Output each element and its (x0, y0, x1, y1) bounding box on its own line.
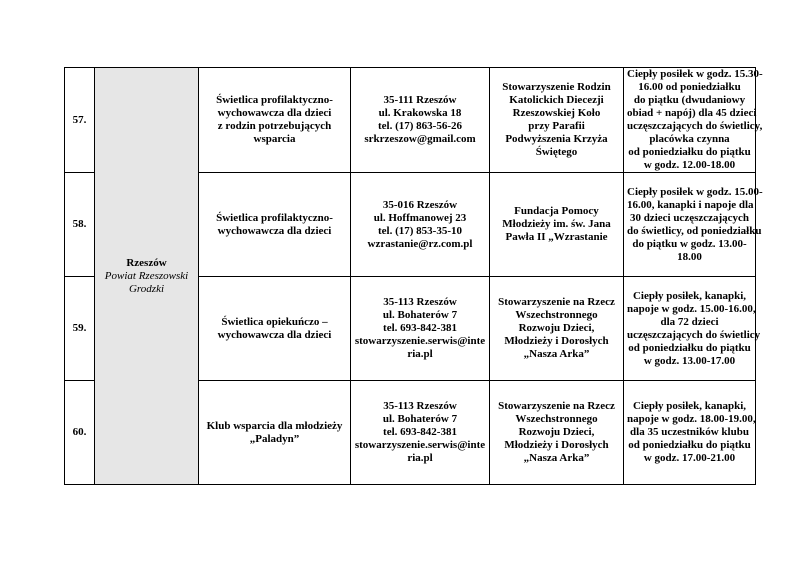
row-number (65, 173, 95, 277)
cell-line: uczęszczających do świetlicy, (627, 120, 763, 132)
cell-line: wzrastanie@rz.com.pl (367, 237, 473, 250)
cell-line: obiad + napój) dla 45 dzieci (627, 107, 757, 119)
cell-line: ria.pl (407, 348, 433, 360)
cell-line: 35-111 Rzeszów (383, 94, 457, 106)
cell-line: 16.00, kanapki i napoje dla (627, 198, 754, 211)
cell-line: napoje w godz. 15.00-16.00, (627, 302, 756, 315)
services-cell (624, 68, 763, 173)
cell-line: 35-016 Rzeszów (382, 198, 458, 211)
facility-name-cell (199, 381, 351, 485)
cell-line: wychowawcza dla dzieci (217, 107, 332, 119)
cell-line: od poniedziałku do piątku (628, 341, 751, 354)
cell-line: Młodzieży im. św. Jana (502, 218, 611, 230)
cell-line: Klub wsparcia dla młodzieży (206, 419, 343, 432)
cell-line: Podwyższenia Krzyża (505, 133, 608, 145)
cell-line: dla 35 uczestników klubu (630, 426, 749, 438)
cell-line: tel. (17) 863-56-26 (377, 120, 462, 132)
cell-line: stowarzyszenie.serwis@inte (354, 335, 486, 347)
cell-line: Młodzieży i Dorosłych (504, 439, 609, 451)
cell-line: 18.00 (677, 250, 702, 263)
cell-line: Katolickich Diecezji (509, 94, 604, 106)
cell-line: Rozwoju Dzieci, (518, 426, 595, 438)
cell-line: w godz. 17.00-21.00 (643, 452, 736, 464)
cell-line: 30 dzieci uczęszczających (629, 211, 750, 224)
cell-line: 35-113 Rzeszów (383, 296, 457, 308)
cell-line: Stowarzyszenie na Rzecz (498, 400, 615, 412)
services-cell (624, 173, 763, 277)
institutions-table (64, 67, 763, 485)
organization-cell (490, 381, 624, 485)
cell-line: 16.00 od poniedziałku (638, 81, 741, 93)
cell-line: „Nasza Arka” (523, 348, 590, 360)
address-cell (351, 381, 490, 485)
cell-line: przy Parafii (528, 120, 585, 132)
cell-line: do świetlicy, od poniedziałku (627, 224, 762, 237)
cell-line: „Nasza Arka” (523, 452, 590, 464)
cell-line: do piątku w godz. 13.00- (632, 237, 747, 250)
cell-line: 35-113 Rzeszów (383, 400, 457, 412)
cell-line: Świetlica opiekuńczo – (221, 315, 328, 328)
cell-line: ul. Bohaterów 7 (382, 309, 458, 321)
cell-line: Wszechstronnego (515, 309, 598, 321)
row-number (65, 68, 95, 173)
cell-line: placówka czynna (649, 133, 730, 145)
cell-line: ul. Hoffmanowej 23 (373, 211, 467, 224)
cell-line: Ciepły posiłek w godz. 15.30- (627, 68, 763, 80)
cell-line: wychowawcza dla dzieci (217, 328, 332, 341)
cell-line: z rodzin potrzebujących (217, 120, 332, 132)
cell-line: Stowarzyszenie Rodzin (502, 81, 611, 93)
row-number-text: 59. (72, 322, 87, 334)
cell-line: Rzeszowskiej Koło (512, 107, 601, 119)
cell-line: Fundacja Pomocy (514, 205, 599, 217)
organization-cell (490, 68, 624, 173)
cell-line: w godz. 13.00-17.00 (643, 354, 736, 367)
cell-line: ul. Bohaterów 7 (382, 413, 458, 425)
services-cell (624, 277, 761, 381)
cell-line: Stowarzyszenie na Rzecz (498, 296, 615, 308)
city-name: Rzeszów (126, 256, 167, 269)
cell-line: wychowawcza dla dzieci (217, 224, 332, 237)
cell-line: w godz. 12.00-18.00 (643, 159, 736, 171)
cell-line: tel. 693-842-381 (383, 322, 457, 334)
organization-cell (490, 173, 624, 277)
row-number-text: 60. (72, 426, 87, 438)
cell-line: Młodzieży i Dorosłych (504, 335, 609, 347)
table-row (65, 68, 756, 173)
facility-name-cell (199, 277, 351, 381)
row-number (65, 277, 95, 381)
address-cell (351, 68, 490, 173)
cell-line: wsparcia (253, 133, 296, 145)
cell-line: Pawła II „Wzrastanie (505, 231, 608, 243)
address-cell (351, 277, 490, 381)
facility-name-cell (199, 68, 351, 173)
organization-cell (490, 277, 624, 381)
cell-line: ul. Krakowska 18 (378, 107, 462, 119)
cell-line: Wszechstronnego (515, 413, 598, 425)
cell-line: Świętego (535, 146, 578, 158)
table-body (65, 68, 763, 485)
cell-line: od poniedziałku do piątku (628, 439, 751, 451)
city-cell (95, 68, 199, 485)
cell-line: Świetlica profilaktyczno- (216, 94, 333, 106)
cell-line: Świetlica profilaktyczno- (216, 211, 333, 224)
city-district-line2: Grodzki (128, 282, 165, 295)
cell-line: ria.pl (407, 452, 433, 464)
cell-line: napoje w godz. 18.00-19.00, (627, 413, 756, 425)
row-number (65, 381, 95, 485)
cell-line: uczęszczających do świetlicy (627, 328, 761, 341)
cell-line: od poniedziałku do piątku (628, 146, 751, 158)
cell-line: srkrzeszow@gmail.com (364, 133, 476, 145)
row-number-text: 57. (72, 113, 87, 126)
row-number-text: 58. (72, 218, 87, 230)
cell-line: Rozwoju Dzieci, (518, 322, 595, 334)
address-cell (351, 173, 490, 277)
cell-line: Ciepły posiłek, kanapki, (632, 289, 747, 302)
facility-name-cell (199, 173, 351, 277)
cell-line: dla 72 dzieci (660, 315, 719, 328)
cell-line: tel. (17) 853-35-10 (377, 224, 462, 237)
services-cell (624, 381, 756, 485)
cell-line: „Paladyn” (249, 432, 300, 445)
cell-line: tel. 693-842-381 (383, 426, 457, 438)
cell-line: do piątku (dwudaniowy (633, 94, 746, 106)
cell-line: stowarzyszenie.serwis@inte (354, 439, 486, 451)
city-district-line1: Powiat Rzeszowski (104, 269, 189, 282)
cell-line: Ciepły posiłek w godz. 15.00- (627, 185, 763, 198)
cell-line: Ciepły posiłek, kanapki, (632, 400, 747, 412)
